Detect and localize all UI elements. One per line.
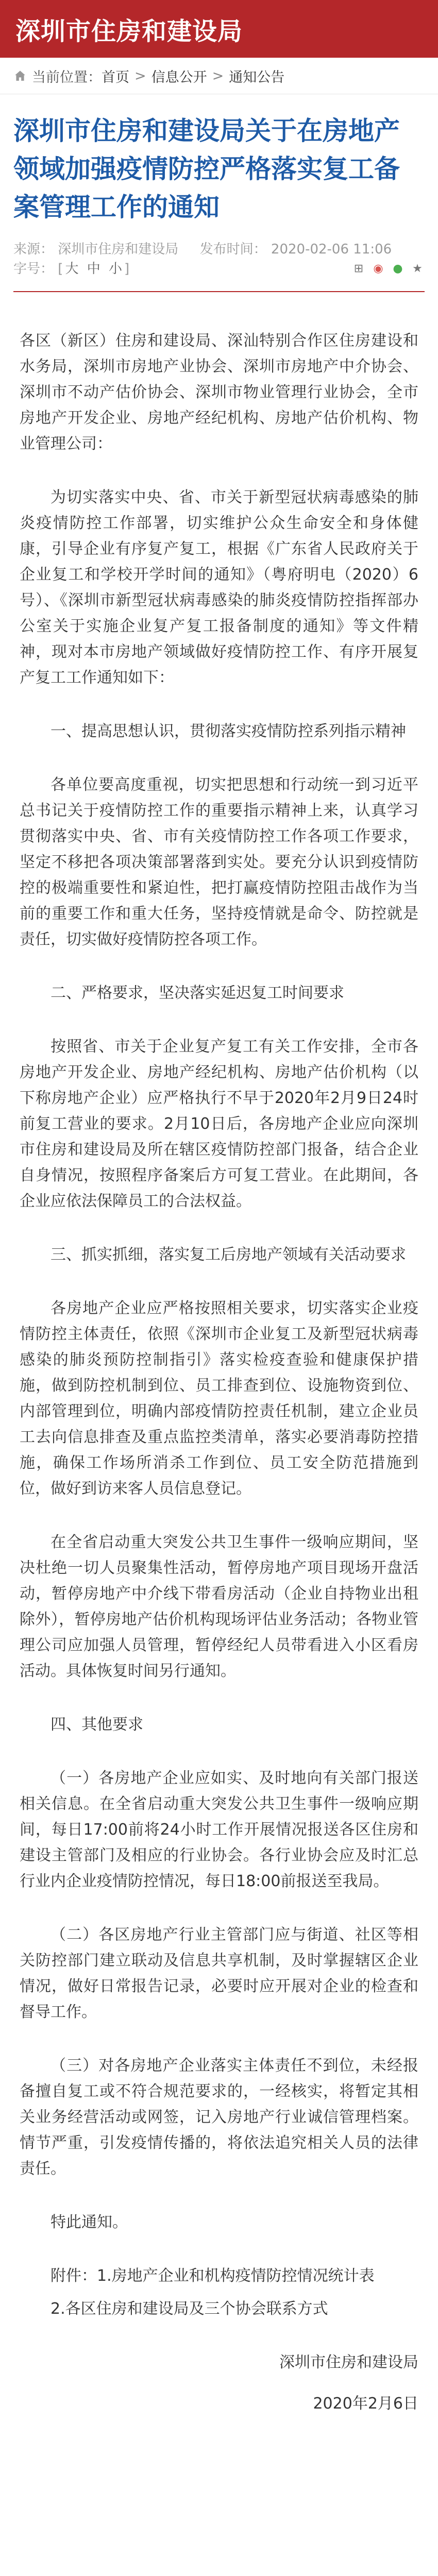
breadcrumb-notice-link[interactable]: 通知公告 <box>229 69 285 86</box>
closing-line: 特此通知。 <box>50 2213 128 2231</box>
share-bar <box>351 262 425 276</box>
article-meta <box>13 240 425 279</box>
breadcrumb-home-link[interactable]: 首页 <box>102 69 129 86</box>
body-paragraph: （二）各区房地产行业主管部门应与街道、社区等相关防控部门建立联动及信息共享机制，及时掌握辖区企业情况，做好日常报告记录，必要时应开展对企业的检查和督导工作。 <box>20 1926 418 2021</box>
body-paragraph: 按照省、市关于企业复产复工有关工作安排，全市各房地产开发企业、房地产经纪机构、房地产估价机构（以下称房地产企业）应严格执行不早于2020年2月9日24时前复工营业的要求。2月10日后，各房地产企业应向深圳市住房和建设局及所在辖区疫情防控部门报备，结合企业自身情况，按照程序备案后方可复工营业。在此期间，各企业应依法保障员工的合法权益。 <box>20 1038 418 1210</box>
wechat-icon[interactable]: ● <box>393 262 403 275</box>
body-paragraph: 各房地产企业应严格按照相关要求，切实落实企业疫情防控主体责任，依照《深圳市企业复工及新型冠状病毒感染的肺炎预防控制指引》落实检疫查验和健康保护措施，做到防控机制到位、员工排查到位、设施物资到位、内部管理到位，明确内部疫情防控责任机制，建立企业员工去向信息排查及重点监控类清单，落实必要消毒防控措施，确保工作场所消杀工作到位、员工安全防范措施到位，做好到访来客人员信息登记。 <box>20 1299 418 1498</box>
article-title: 深圳市住房和建设局关于在房地产领域加强疫情防控严格落实复工备案管理工作的通知 <box>13 116 400 222</box>
section-heading: 三、抓实抓细，落实复工后房地产领域有关活动要求 <box>50 1246 406 1264</box>
font-size-controls: 字号： [ 大 中 小 ] <box>13 261 130 277</box>
breadcrumb-prefix: 当前位置： <box>32 69 102 86</box>
attachment-link[interactable]: 2.各区住房和建设局及三个协会联系方式 <box>50 2300 328 2318</box>
breadcrumb-info-link[interactable]: 信息公开 <box>151 69 207 86</box>
source-value: 深圳市住房和建设局 <box>58 242 179 257</box>
attachment-link[interactable]: 附件：1.房地产企业和机构疫情防控情况统计表 <box>50 2267 375 2285</box>
body-paragraph: （三）对各房地产企业落实主体责任不到位，未经报备擅自复工或不符合规范要求的，一经核实，将暂定其相关业务经营活动或网签，记入房地产行业诚信管理档案。情节严重，引发疫情传播的，将依法追究相关人员的法律责任。 <box>20 2057 418 2178</box>
section-heading: 一、提高思想认识，贯彻落实疫情防控系列指示精神 <box>50 722 406 740</box>
body-paragraph: 为切实落实中央、省、市关于新型冠状病毒感染的肺炎疫情防控工作部署，切实维护公众生命安全和身体健康，引导企业有序复产复工，根据《广东省人民政府关于企业复工和学校开学时间的通知》（粤府明电（2020）6号）、《深圳市新型冠状病毒感染的肺炎疫情防控指挥部办公室关于实施企业复产复工报备制度的通知》等文件精神，现对本市房地产领域做好疫情防控工作、有序开展复产复工工作通知如下： <box>20 488 418 687</box>
breadcrumb-separator: > <box>212 67 224 84</box>
date-label: 发布时间： <box>199 242 267 257</box>
date-value: 2020-02-06 11:06 <box>271 242 392 257</box>
signature: 深圳市住房和建设局 <box>279 2353 418 2371</box>
article-body <box>20 328 418 2417</box>
breadcrumb-separator: > <box>134 67 146 84</box>
body-paragraph: 各单位要高度重视，切实把思想和行动统一到习近平总书记关于疫情防控工作的重要指示精神上来，认真学习贯彻落实中央、省、市有关疫情防控工作各项工作要求，坚定不移把各项决策部署落到实处。要充分认识到疫情防控的极端重要性和紧迫性，把打赢疫情防控阻击战作为当前的重要工作和重大任务，坚持疫情就是命令、防控就是责任，切实做好疫情防控各项工作。 <box>20 776 418 948</box>
body-paragraph: 各区（新区）住房和建设局、深汕特别合作区住房建设和水务局，深圳市房地产业协会、深圳市房地产中介协会、深圳市不动产估价协会、深圳市物业管理行业协会，全市房地产开发企业、房地产经纪机构、房地产估价机构、物业管理公司： <box>20 332 418 453</box>
section-heading: 二、严格要求，坚决落实延迟复工时间要求 <box>50 984 344 1002</box>
breadcrumb <box>0 58 438 94</box>
font-size-label: 字号： <box>13 261 54 277</box>
title-divider <box>13 291 425 292</box>
body-paragraph: （一）各房地产企业应如实、及时地向有关部门报送相关信息。在全省启动重大突发公共卫生事件一级响应期间，每日17:00前将24小时工作开展情况报送各区住房和建设主管部门及相应的行业协会。各行业协会应及时汇总行业内企业疫情防控情况，每日18:00前报送至我局。 <box>20 1769 418 1890</box>
source-label: 来源： <box>13 242 54 257</box>
sign-date: 2020年2月6日 <box>313 2395 418 2413</box>
site-header <box>0 0 438 58</box>
font-size-small[interactable]: 小 <box>109 261 123 277</box>
weibo-icon[interactable]: ◉ <box>373 262 383 275</box>
font-size-large[interactable]: 大 <box>65 261 79 277</box>
home-icon <box>13 69 27 82</box>
plus-icon[interactable]: ⊞ <box>353 262 364 275</box>
site-title[interactable]: 深圳市住房和建设局 <box>15 16 243 46</box>
body-paragraph: 在全省启动重大突发公共卫生事件一级响应期间，坚决杜绝一切人员聚集性活动，暂停房地产项目现场开盘活动，暂停房地产中介线下带看房活动（企业自持物业出租除外），暂停房地产估价机构现场评估业务活动；各物业管理公司应加强人员管理，暂停经纪人员带看进入小区看房活动。具体恢复时间另行通知。 <box>20 1533 418 1680</box>
section-heading: 四、其他要求 <box>50 1716 143 1734</box>
font-size-medium[interactable]: 中 <box>87 261 100 277</box>
star-icon[interactable]: ★ <box>412 262 423 275</box>
